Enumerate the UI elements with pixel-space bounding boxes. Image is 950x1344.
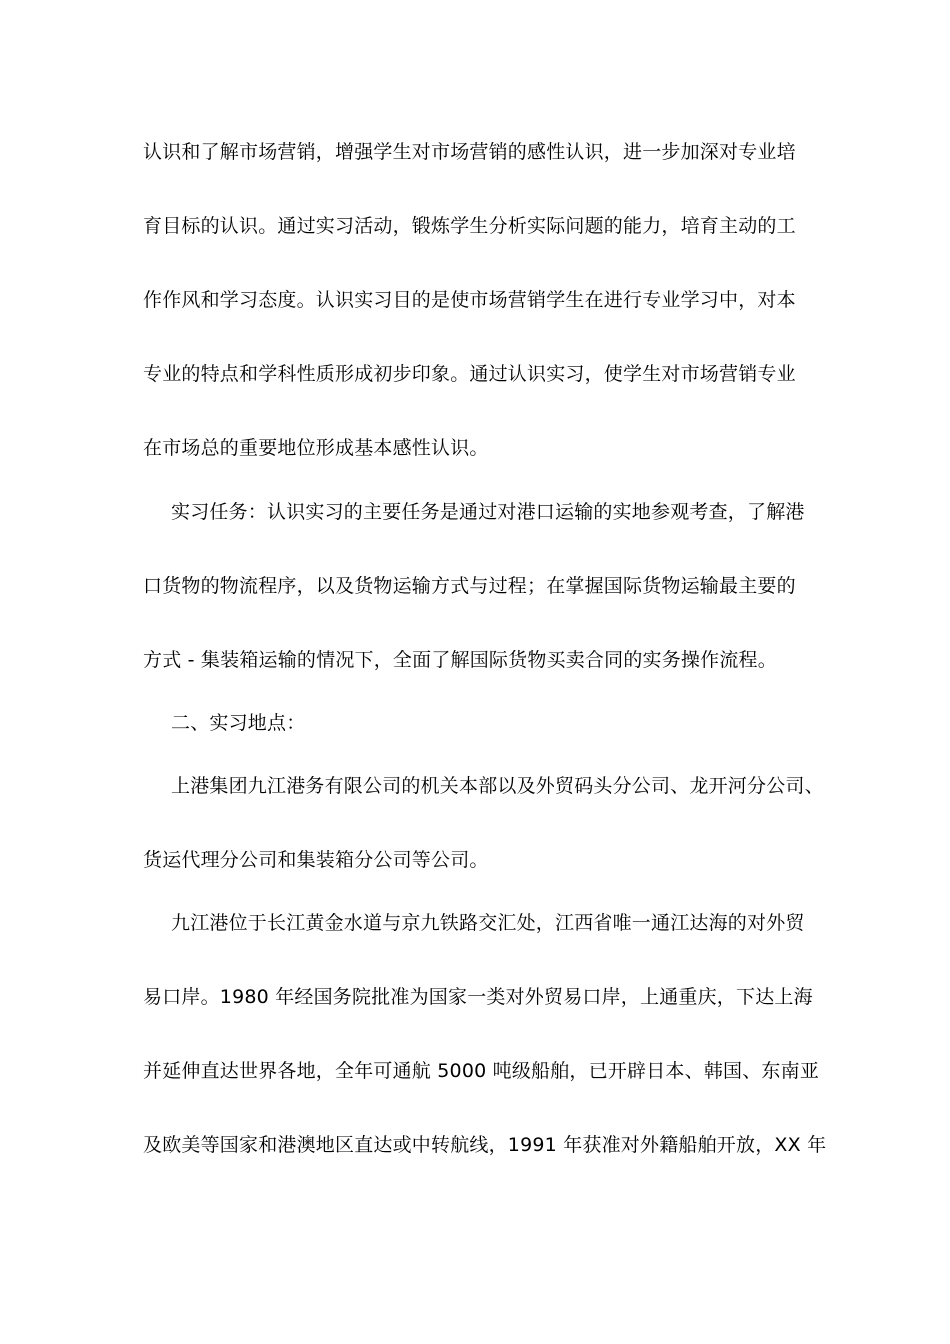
- paragraph-line: 作作风和学习态度。认识实习目的是使市场营销学生在进行专业学习中，对本: [143, 289, 796, 311]
- paragraph-line: 方式 - 集装箱运输的情况下，全面了解国际货物买卖合同的实务操作流程。: [143, 649, 777, 671]
- paragraph-line: 易口岸。1980 年经国务院批准为国家一类对外贸易口岸，上通重庆，下达上海: [143, 986, 813, 1008]
- paragraph-line: 货运代理分公司和集装箱分公司等公司。: [143, 849, 489, 871]
- paragraph-line: 口货物的物流程序，以及货物运输方式与过程；在掌握国际货物运输最主要的: [143, 575, 796, 597]
- paragraph-line: 九江港位于长江黄金水道与京九铁路交汇处，江西省唯一通江达海的对外贸: [171, 912, 805, 934]
- paragraph-line: 并延伸直达世界各地，全年可通航 5000 吨级船舶，已开辟日本、韩国、东南亚: [143, 1060, 820, 1082]
- paragraph-line: 认识和了解市场营销，增强学生对市场营销的感性认识，进一步加深对专业培: [143, 141, 796, 163]
- paragraph-line: 上港集团九江港务有限公司的机关本部以及外贸码头分公司、龙开河分公司、: [171, 775, 824, 797]
- paragraph-line: 在市场总的重要地位形成基本感性认识。: [143, 437, 489, 459]
- paragraph-line: 实习任务：认识实习的主要任务是通过对港口运输的实地参观考查，了解港: [171, 501, 805, 523]
- paragraph-line: 专业的特点和学科性质形成初步印象。通过认识实习，使学生对市场营销专业: [143, 363, 796, 385]
- section-heading: 二、实习地点：: [171, 712, 306, 734]
- paragraph-line: 及欧美等国家和港澳地区直达或中转航线，1991 年获准对外籍船舶开放，XX 年: [143, 1134, 827, 1156]
- paragraph-line: 育目标的认识。通过实习活动，锻炼学生分析实际问题的能力，培育主动的工: [143, 215, 796, 237]
